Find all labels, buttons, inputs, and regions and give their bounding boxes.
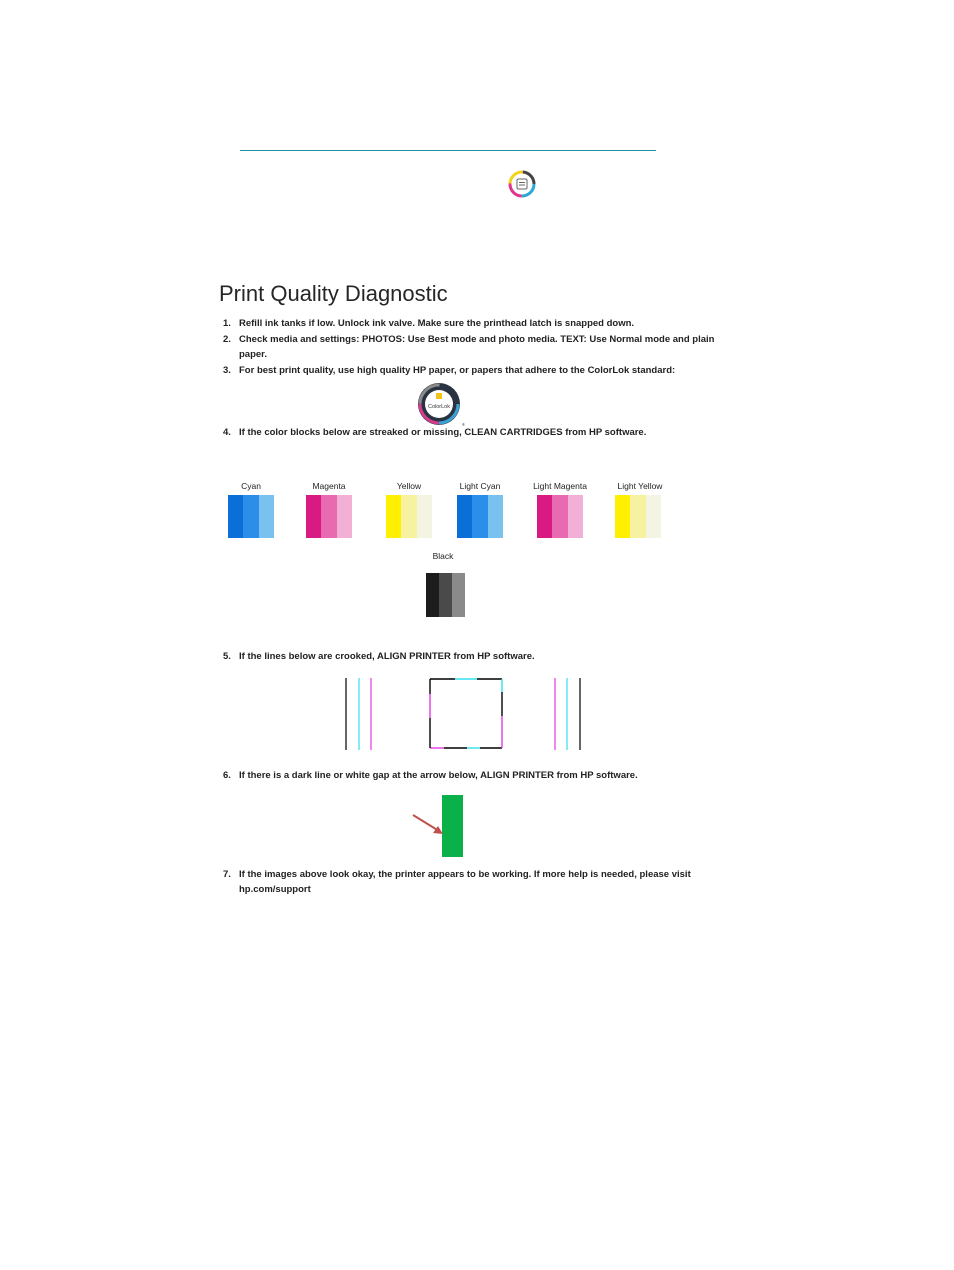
print-diagnostic-icon[interactable]	[508, 170, 536, 198]
swatch-stripe	[457, 495, 472, 538]
swatch-stripe	[259, 495, 274, 538]
swatch-stripe	[426, 573, 439, 617]
light-magenta-block	[537, 495, 583, 538]
step-text: Refill ink tanks if low. Unlock ink valve. Make sure the printhead latch is snapped down.	[239, 318, 635, 329]
step-number: 5.	[223, 651, 231, 662]
step-number: 1.	[223, 318, 231, 329]
step-text: If the lines below are crooked, ALIGN PRINTER from HP software.	[239, 651, 535, 662]
swatch-stripe	[417, 495, 432, 538]
step-text: paper.	[239, 349, 267, 360]
light-cyan-label: Light Cyan	[459, 481, 501, 491]
step-text: If the color blocks below are streaked or missing, CLEAN CARTRIDGES from HP software.	[239, 427, 647, 438]
step-number: 7.	[223, 869, 231, 880]
black-label: Black	[432, 551, 454, 561]
step-text: For best print quality, use high quality HP paper, or papers that adhere to the ColorLok standard:	[239, 365, 676, 376]
swatch-stripe	[630, 495, 645, 538]
black-block	[426, 573, 465, 617]
svg-text:®: ®	[462, 422, 465, 427]
magenta-label: Magenta	[312, 481, 346, 491]
swatch-stripe	[321, 495, 336, 538]
step-text: If the images above look okay, the printer appears to be working. If more help is needed, please visit	[239, 869, 691, 880]
link-underline[interactable]	[240, 150, 656, 151]
swatch-stripe	[568, 495, 583, 538]
swatch-stripe	[306, 495, 321, 538]
step-number: 2.	[223, 334, 231, 345]
alignment-square	[430, 679, 502, 748]
light-magenta-label: Light Magenta	[533, 481, 587, 491]
support-link[interactable]: hp.com/support	[239, 884, 311, 895]
cyan-label: Cyan	[241, 481, 261, 491]
swatch-stripe	[537, 495, 552, 538]
swatch-stripe	[439, 573, 452, 617]
arrow-icon	[410, 812, 446, 838]
swatch-stripe	[452, 573, 465, 617]
colorlok-logo-text: ColorLok	[427, 404, 451, 410]
light-yellow-label: Light Yellow	[617, 481, 663, 491]
step-text: Check media and settings: PHOTOS: Use Best mode and photo media. TEXT: Use Normal mode and plain	[239, 334, 715, 345]
swatch-stripe	[228, 495, 243, 538]
page-title: Print Quality Diagnostic	[219, 281, 448, 306]
alignment-pattern	[340, 676, 590, 754]
cyan-block	[228, 495, 274, 538]
step-text: If there is a dark line or white gap at the arrow below, ALIGN PRINTER from HP software.	[239, 770, 638, 781]
light-yellow-block	[615, 495, 661, 538]
swatch-stripe	[401, 495, 416, 538]
light-cyan-block	[457, 495, 503, 538]
swatch-stripe	[615, 495, 630, 538]
swatch-stripe	[472, 495, 487, 538]
swatch-stripe	[488, 495, 503, 538]
swatch-stripe	[552, 495, 567, 538]
step-number: 3.	[223, 365, 231, 376]
swatch-stripe	[337, 495, 352, 538]
colorlok-logo	[414, 380, 466, 430]
yellow-block	[386, 495, 432, 538]
step-number: 4.	[223, 427, 231, 438]
swatch-stripe	[646, 495, 661, 538]
swatch-stripe	[243, 495, 258, 538]
swatch-stripe	[386, 495, 401, 538]
magenta-block	[306, 495, 352, 538]
step-number: 6.	[223, 770, 231, 781]
yellow-label: Yellow	[396, 481, 422, 491]
